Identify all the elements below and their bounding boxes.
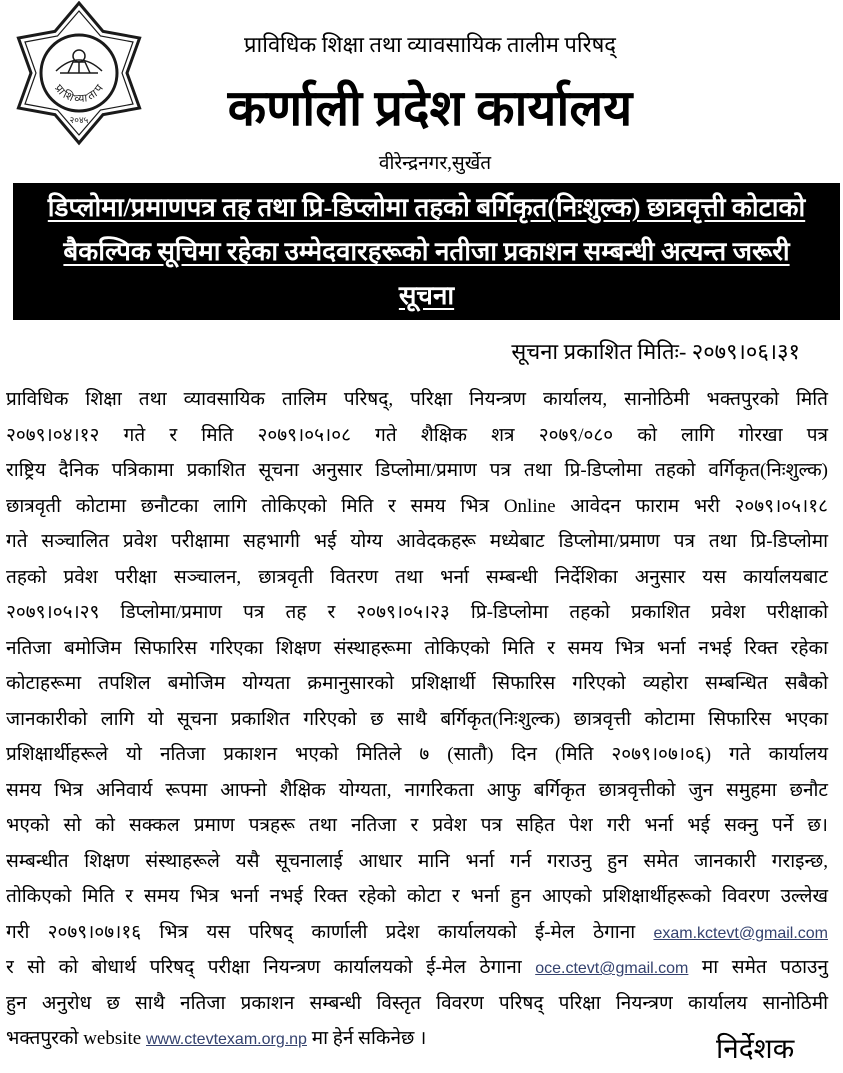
body-line: तोकिएको मिति र समय भित्र भर्ना नभई रिक्त रहेको कोटा र भर्ना हुन आएको प्रशिक्षार्थीहरूको विवरण उल्लेख xyxy=(6,886,828,907)
ctevt-logo xyxy=(4,1,154,147)
office-email-link[interactable]: exam.kctevt@gmail.com xyxy=(653,924,828,942)
body-line xyxy=(6,1021,828,1057)
logo-arc-text: प्रा शि व्या ता प xyxy=(52,82,106,106)
body-line: जानकारीको लागि यो सूचना प्रकाशित गरिएको छ साथै बर्गिकृत(निःशुल्क) छात्रवृत्ती कोटामा सिफारिस भएका xyxy=(6,708,828,730)
body-line: नतिजा बमोजिम सिफारिस गरिएका शिक्षण संस्थाहरूमा तोकिएको मिति र समय भित्र भर्ना नभई रिक्त रहेका xyxy=(6,637,828,659)
body-line-text: भक्तपुरको website xyxy=(6,1028,142,1049)
body-line-text: मा हेर्न सकिनेछ । xyxy=(311,1028,427,1049)
exam-control-email-link[interactable]: oce.ctevt@gmail.com xyxy=(535,960,689,977)
notice-title-line: डिप्लोमा/प्रमाणपत्र तह तथा प्रि-डिप्लोमा तहको बर्गिकृत(निःशुल्क) छात्रवृत्ती कोटाको xyxy=(47,193,806,222)
notice-title-line: बैकल्पिक सूचिमा रहेका उम्मेदवारहरूको नतीजा प्रकाशन सम्बन्धी अत्यन्त जरूरी xyxy=(63,237,790,266)
body-line: २०७९।०४।१२ गते र मिति २०७९।०५।०८ गते शैक्षिक शत्र २०७९/०८० को लागि गोरखा पत्र xyxy=(6,424,828,446)
body-line: हुन अनुरोध छ साथै नतिजा प्रकाशन सम्बन्धी विस्तृत विवरण परिषद् परिक्षा नियन्त्रण कार्यालय सानोठिमी xyxy=(6,992,828,1014)
body-line: राष्ट्रिय दैनिक पत्रिकामा प्रकाशित सूचना अनुसार डिप्लोमा/प्रमाण पत्र तथा प्रि-डिप्लोमा तहको वर्गिकृत(निःशुल्क) xyxy=(6,460,828,481)
website-link[interactable]: www.ctevtexam.org.np xyxy=(146,1031,307,1048)
body-line: प्राविधिक शिक्षा तथा व्यावसायिक तालिम परिषद्, परिक्षा नियन्त्रण कार्यालय, सानोठिमी भक्तपुरको मिति xyxy=(6,389,828,410)
body-line xyxy=(6,915,828,951)
body-line xyxy=(6,950,828,986)
body-line: छात्रवृती कोटामा छनौटका लागि तोकिएको मिति र समय भित्र Online आवेदन फाराम भरी २०७९।०५।१८ xyxy=(6,495,828,517)
body-line: समय भित्र अनिवार्य रूपमा आफ्नो शैक्षिक योग्यता, नागरिकता आफु बर्गिकृत छात्रवृत्तीको जुन समुहमा छनौट xyxy=(6,779,828,801)
body-line: तहको प्रवेश परीक्षा सञ्चालन, छात्रवृती वितरण तथा भर्ना सम्बन्धी निर्देशिका अनुसार यस कार्यालयबाट xyxy=(6,566,828,588)
logo-year-text: २०४५ xyxy=(69,115,89,125)
body-line: २०७९।०५।२९ डिप्लोमा/प्रमाण पत्र तह र २०७९।०५।२३ प्रि-डिप्लोमा तहको प्रकाशित प्रवेश परीक्षाको xyxy=(6,602,828,623)
published-date-label: सूचना प्रकाशित मितिः- xyxy=(511,339,687,364)
published-date xyxy=(430,336,800,368)
published-date-value: २०७९।०६।३१ xyxy=(691,339,800,364)
body-line: कोटाहरूमा तपशिल बमोजिम योग्यता क्रमानुसारको प्रशिक्षार्थी सिफारिस गरिएको व्यहोरा सम्बन्धित सबैको xyxy=(6,673,828,694)
signatory: निर्देशक xyxy=(716,1034,795,1065)
body-line-text: र सो को बोधार्थ परिषद् परीक्षा नियन्त्रण कार्यालयको ई-मेल ठेगाना xyxy=(6,957,522,978)
office-name: कर्णाली प्रदेश कार्यालय xyxy=(227,80,633,136)
body-line-text: मा समेत पठाउनु xyxy=(701,957,829,978)
body-line: गते सञ्चालित प्रवेश परीक्षामा सहभागी भई योग्य आवेदकहरू मध्येबाट डिप्लोमा/प्रमाण पत्र तथा प्रि-डिप्लोमा xyxy=(6,531,828,552)
body-line: प्रशिक्षार्थीहरूले यो नतिजा प्रकाशन भएको मितिले ७ (सातौ) दिन (मिति २०७९।०७।०६) गते कार्यालय xyxy=(6,744,828,765)
body-line: सम्बन्धीत शिक्षण संस्थाहरूले यसै सूचनालाई आधार मानि भर्ना गर्न गराउनु हुन समेत जानकारी गराइन्छ, xyxy=(6,850,828,872)
notice-title-line: सूचना xyxy=(398,281,455,310)
notice-title-box xyxy=(13,183,840,320)
body-line-text: गरी २०७९।०७।१६ भित्र यस परिषद् कार्णाली प्रदेश कार्यालयको ई-मेल ठेगाना xyxy=(6,921,636,943)
council-name: प्राविधिक शिक्षा तथा व्यावसायिक तालीम परिषद् xyxy=(244,32,616,57)
notice-body xyxy=(6,382,828,1057)
office-location: वीरेन्द्रनगर,सुर्खेत xyxy=(378,153,492,174)
body-line: भएको सो को सक्कल प्रमाण पत्रहरू तथा नतिजा र प्रवेश पत्र सहित पेश गरी भर्ना भई सक्नु पर्ने छ। xyxy=(6,815,828,836)
